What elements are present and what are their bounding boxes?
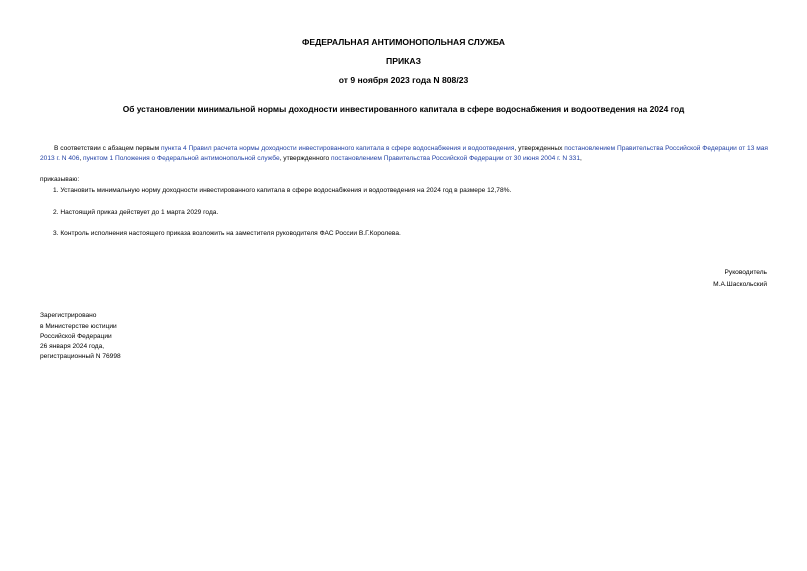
- intro-text-5: ,: [580, 155, 582, 162]
- order-item: 1. Установить минимальную норму доходности инвестированного капитала в сфере водоснабжения и водоотведения на 2024 год в размере 12,78%.: [53, 187, 512, 194]
- decree-word: приказываю:: [40, 176, 80, 183]
- link-fas-regulation-point-1[interactable]: пунктом 1 Положения о Федеральной антимонопольной службе: [83, 155, 280, 162]
- order-item: 2. Настоящий приказ действует до 1 марта 2029 года.: [53, 209, 219, 216]
- document-title: Об установлении минимальной нормы доходности инвестированного капитала в сфере водоснабжения и водоотведения на 2024 год: [122, 104, 685, 114]
- order-item: 3. Контроль исполнения настоящего приказа возложить на заместителя руководителя ФАС России В.Г.Королева.: [53, 230, 401, 237]
- signature-name: М.А.Шаскольский: [713, 281, 767, 288]
- intro-paragraph: [40, 144, 768, 164]
- registration-line: Российской Федерации: [40, 333, 112, 340]
- intro-text-1: В соответствии с абзацем первым: [54, 145, 162, 152]
- document-type: ПРИКАЗ: [386, 56, 421, 66]
- registration-line: регистрационный N 76998: [40, 353, 121, 360]
- intro-text-2: , утвержденных: [514, 145, 565, 152]
- agency-name: ФЕДЕРАЛЬНАЯ АНТИМОНОПОЛЬНАЯ СЛУЖБА: [302, 37, 505, 47]
- link-government-decree-406[interactable]: постановлением Правительства Российской Федерации от 13 мая 2013 г. N 406: [40, 145, 768, 162]
- link-rules-point-4[interactable]: пункта 4 Правил расчета нормы доходности инвестированного капитала в сфере водоснабжения и водоотведения: [161, 145, 515, 152]
- registration-line: 26 января 2024 года,: [40, 343, 105, 350]
- document-date-number: от 9 ноября 2023 года N 808/23: [338, 75, 469, 85]
- signature-role: Руководитель: [724, 269, 767, 276]
- intro-text-4: , утвержденного: [279, 155, 332, 162]
- link-government-decree-331[interactable]: постановлением Правительства Российской Федерации от 30 июня 2004 г. N 331: [331, 155, 580, 162]
- registration-line: в Министерстве юстиции: [40, 323, 117, 330]
- registration-line: Зарегистрировано: [40, 312, 97, 319]
- intro-text-3: ,: [79, 155, 84, 162]
